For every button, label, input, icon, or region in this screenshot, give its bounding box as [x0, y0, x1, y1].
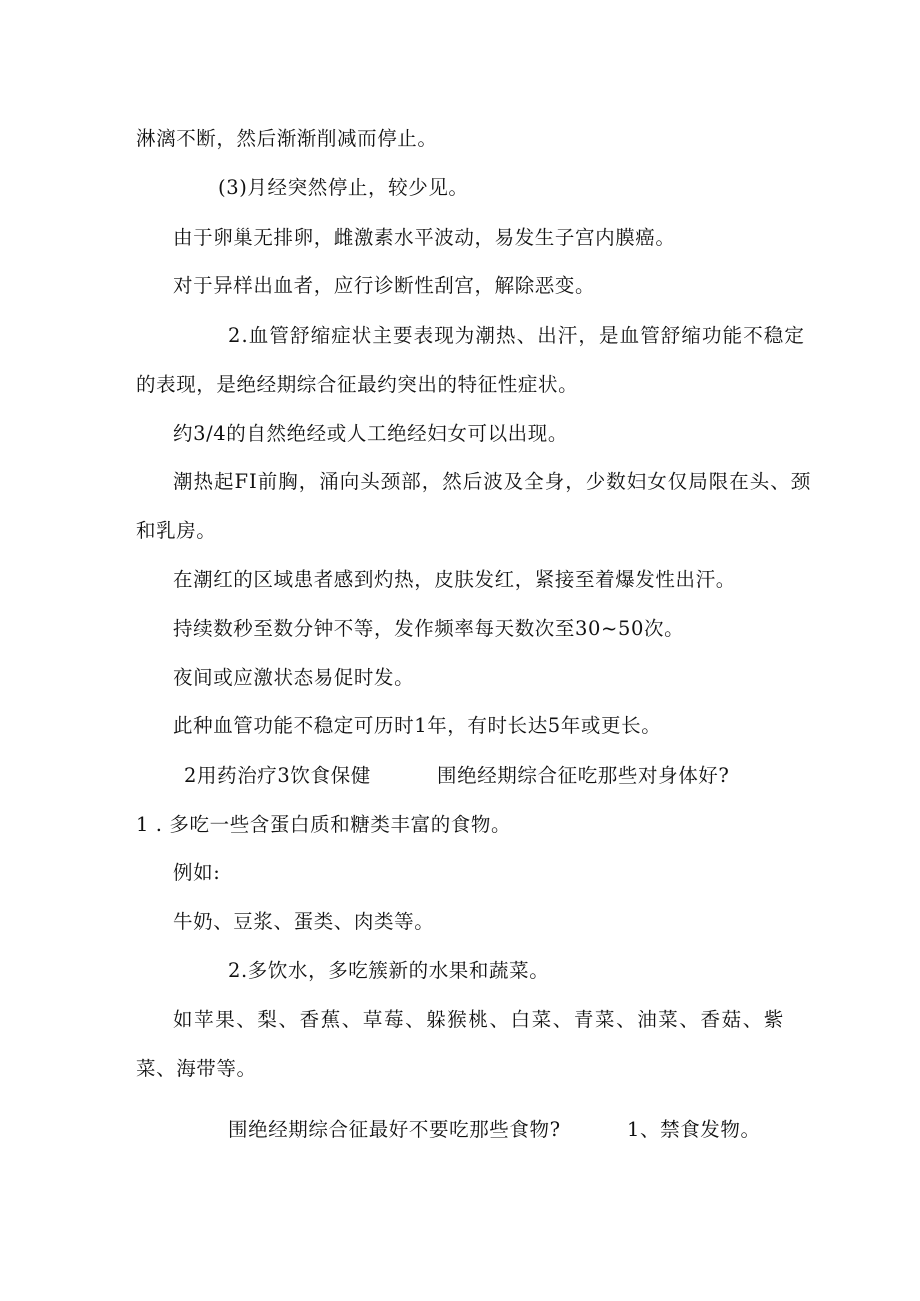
paragraph-line: 菜、海带等。 [136, 1057, 257, 1080]
paragraph-line: 此种血管功能不稳定可历时1年，有时长达5年或更长。 [173, 714, 662, 737]
paragraph-line: (3)月经突然停止，较少见。 [218, 176, 469, 199]
paragraph-line: 约3/4的自然绝经或人工绝经妇女可以出现。 [173, 422, 568, 445]
paragraph-line: 夜间或应激状态易促时发。 [173, 666, 415, 689]
section-heading: 围绝经期综合征吃那些对身体好? [437, 764, 730, 787]
paragraph-line: 的表现，是绝经期综合征最约突出的特征性症状。 [136, 373, 579, 396]
paragraph-line: 和乳房。 [136, 519, 217, 542]
section-heading: 围绝经期综合征最好不要吃那些食物? [228, 1118, 561, 1141]
paragraph-line: 淋漓不断，然后渐渐削减而停止。 [136, 127, 438, 150]
paragraph-line: 潮热起FI前胸，涌向头颈部，然后波及全身，少数妇女仅局限在头、颈 [173, 470, 812, 493]
paragraph-line: 持续数秒至数分钟不等，发作频率每天数次至30~50次。 [173, 617, 685, 640]
paragraph-line: 如苹果、梨、香蕉、草莓、躲猴桃、白菜、青菜、油菜、香菇、紫 [173, 1008, 785, 1031]
list-item: 1 . 多吃一些含蛋白质和糖类丰富的食物。 [136, 813, 512, 836]
list-item: 1、禁食发物。 [627, 1118, 761, 1141]
paragraph-line: 由于卵巢无排卵，雌激素水平波动，易发生子宫内膜癌。 [173, 226, 676, 249]
paragraph-line: 对于异样出血者，应行诊断性刮宫，解除恶变。 [173, 274, 596, 297]
list-item: 2.多饮水，多吃簇新的水果和蔬菜。 [228, 959, 550, 982]
paragraph-line: 例如: [173, 861, 221, 884]
paragraph-line: 牛奶、豆浆、蛋类、肉类等。 [173, 910, 435, 933]
paragraph-line: 在潮红的区域患者感到灼热，皮肤发红，紧接至着爆发性出汗。 [173, 568, 736, 591]
paragraph-line: 2.血管舒缩症状主要表现为潮热、出汗，是血管舒缩功能不稳定 [228, 324, 806, 347]
section-heading: 2用药治疗3饮食保健 [184, 764, 371, 787]
